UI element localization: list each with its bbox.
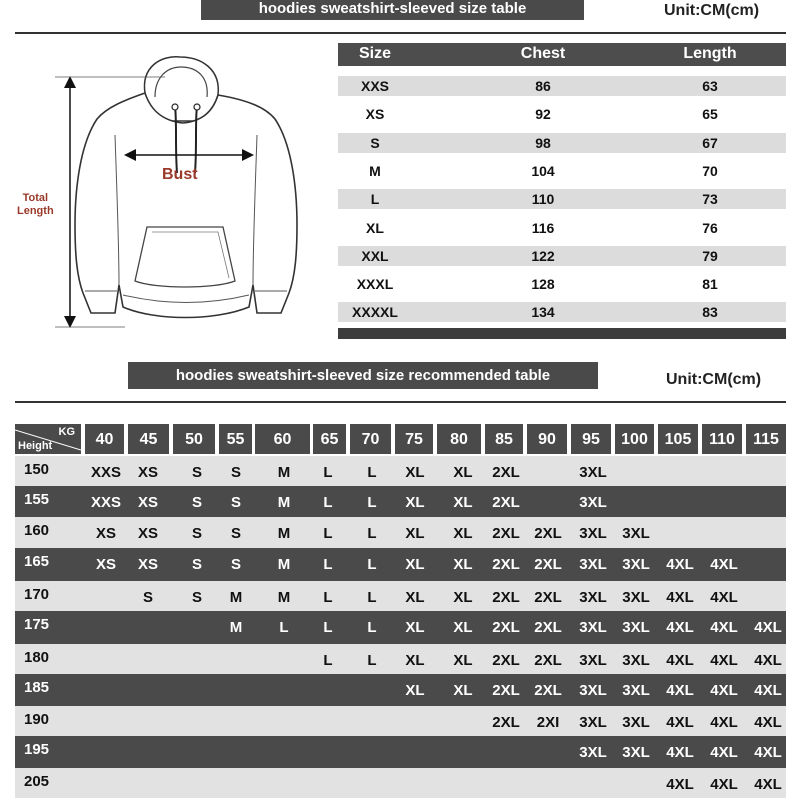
size-recommendation-cell: 3XL bbox=[622, 682, 650, 699]
height-cell: 155 bbox=[24, 491, 50, 508]
size-cell: S bbox=[370, 134, 380, 151]
chest-cell: 122 bbox=[531, 247, 555, 264]
size-recommendation-cell: XS bbox=[95, 525, 117, 542]
length-cell: 65 bbox=[702, 106, 718, 123]
chest-cell: 110 bbox=[531, 191, 555, 208]
size-recommendation-cell: XL bbox=[405, 652, 425, 669]
rec-table-row bbox=[15, 611, 786, 644]
weight-header: 105 bbox=[658, 424, 698, 454]
size-cell: XXXXL bbox=[352, 304, 398, 321]
size-recommendation-cell: XL bbox=[453, 464, 473, 481]
size-recommendation-cell: 3XL bbox=[622, 652, 650, 669]
size-recommendation-cell: S bbox=[142, 589, 154, 606]
total-length-label-1: Total bbox=[22, 192, 49, 204]
size-cell: XXXL bbox=[356, 276, 394, 293]
size-recommendation-cell: 3XL bbox=[579, 652, 607, 669]
length-cell: 76 bbox=[702, 219, 718, 236]
rec-table-row bbox=[15, 456, 786, 486]
size-recommendation-cell: XS bbox=[137, 556, 159, 573]
size-recommendation-cell: 3XL bbox=[622, 744, 650, 761]
chest-cell: 104 bbox=[531, 162, 555, 179]
size-recommendation-cell: S bbox=[230, 556, 242, 573]
rec-table-unit: Unit:CM(cm) bbox=[666, 371, 762, 388]
size-recommendation-cell: 3XL bbox=[622, 714, 650, 731]
size-recommendation-cell: 4XL bbox=[666, 682, 694, 699]
size-table-row bbox=[338, 218, 786, 238]
size-recommendation-cell: L bbox=[323, 464, 333, 481]
size-cell: M bbox=[369, 162, 381, 179]
size-recommendation-cell: 3XL bbox=[579, 494, 607, 511]
chest-cell: 116 bbox=[531, 219, 555, 236]
size-recommendation-cell: 4XL bbox=[710, 682, 738, 699]
weight-header: 90 bbox=[527, 424, 567, 454]
height-cell: 165 bbox=[24, 553, 50, 570]
size-recommendation-cell: 3XL bbox=[579, 589, 607, 606]
weight-header: 40 bbox=[85, 424, 124, 454]
rec-table-row bbox=[15, 548, 786, 581]
size-recommendation-cell: L bbox=[279, 619, 289, 636]
length-cell: 83 bbox=[702, 304, 718, 321]
size-recommendation-cell: S bbox=[230, 494, 242, 511]
size-recommendation-cell: S bbox=[191, 525, 203, 542]
weight-header: 75 bbox=[395, 424, 433, 454]
size-recommendation-cell: 2XL bbox=[534, 589, 562, 606]
size-recommendation-cell: 3XL bbox=[579, 619, 607, 636]
size-recommendation-cell: 2XL bbox=[534, 525, 562, 542]
size-recommendation-cell: XL bbox=[405, 682, 425, 699]
size-recommendation-cell: M bbox=[229, 589, 243, 606]
weight-header: 45 bbox=[128, 424, 169, 454]
size-recommendation-cell: L bbox=[323, 619, 333, 636]
size-recommendation-cell: XL bbox=[405, 589, 425, 606]
size-recommendation-cell: L bbox=[367, 589, 377, 606]
size-recommendation-cell: L bbox=[367, 652, 377, 669]
size-recommendation-cell: 4XL bbox=[710, 652, 738, 669]
size-recommendation-cell: 4XL bbox=[710, 619, 738, 636]
size-recommendation-cell: S bbox=[191, 464, 203, 481]
size-recommendation-cell: XL bbox=[453, 525, 473, 542]
size-cell: XXS bbox=[360, 78, 390, 94]
size-recommendation-cell: XS bbox=[95, 556, 117, 573]
size-recommendation-cell: 3XL bbox=[579, 744, 607, 761]
size-recommendation-cell: 4XL bbox=[754, 619, 782, 636]
size-recommendation-cell: XXS bbox=[90, 464, 122, 481]
size-recommendation-cell: 4XL bbox=[754, 652, 782, 669]
size-recommendation-cell: XL bbox=[453, 556, 473, 573]
size-recommendation-cell: 2XL bbox=[492, 682, 520, 699]
size-recommendation-cell: 4XL bbox=[754, 714, 782, 731]
size-cell: XXL bbox=[361, 247, 389, 264]
total-length-label-2: Length bbox=[17, 205, 54, 217]
size-recommendation-cell: 2XL bbox=[492, 619, 520, 636]
size-recommendation-cell: M bbox=[277, 525, 291, 542]
size-col-header: Size bbox=[358, 45, 392, 62]
size-recommendation-cell: 2XL bbox=[492, 589, 520, 606]
size-recommendation-cell: L bbox=[323, 556, 333, 573]
size-recommendation-cell: 3XL bbox=[579, 525, 607, 542]
size-recommendation-cell: XL bbox=[405, 619, 425, 636]
size-recommendation-cell: 3XL bbox=[579, 556, 607, 573]
height-cell: 160 bbox=[24, 522, 50, 539]
size-recommendation-cell: 3XL bbox=[622, 589, 650, 606]
size-recommendation-cell: 2XL bbox=[492, 494, 520, 511]
rec-table-row bbox=[15, 644, 786, 674]
rec-table-row bbox=[15, 581, 786, 611]
middle-divider bbox=[15, 401, 786, 403]
length-cell: 70 bbox=[702, 162, 718, 179]
size-recommendation-cell: 4XL bbox=[710, 776, 738, 793]
size-recommendation-cell: 4XL bbox=[710, 744, 738, 761]
height-cell: 170 bbox=[24, 586, 50, 603]
corner-kg-label: KG bbox=[58, 426, 75, 438]
length-cell: 81 bbox=[702, 276, 718, 293]
height-cell: 185 bbox=[24, 679, 50, 696]
hoodie-diagram bbox=[15, 45, 335, 335]
size-table-row bbox=[338, 133, 786, 153]
size-recommendation-cell: M bbox=[277, 494, 291, 511]
size-recommendation-cell: L bbox=[367, 556, 377, 573]
weight-header: 100 bbox=[615, 424, 654, 454]
size-recommendation-cell: 3XL bbox=[579, 714, 607, 731]
size-table-row bbox=[338, 302, 786, 322]
size-recommendation-cell: XL bbox=[405, 464, 425, 481]
length-col-header: Length bbox=[683, 45, 737, 62]
rec-table-header bbox=[15, 424, 786, 454]
length-cell: 63 bbox=[702, 78, 718, 94]
size-recommendation-cell: 3XL bbox=[579, 464, 607, 481]
size-recommendation-cell: 4XL bbox=[666, 744, 694, 761]
size-table-row bbox=[338, 246, 786, 266]
size-recommendation-cell: XS bbox=[137, 494, 159, 511]
size-recommendation-cell: XL bbox=[405, 525, 425, 542]
weight-header: 110 bbox=[702, 424, 742, 454]
chest-col-header: Chest bbox=[520, 45, 566, 62]
size-cell: XS bbox=[365, 106, 385, 123]
size-recommendation-cell: L bbox=[323, 494, 333, 511]
size-recommendation-cell: XS bbox=[137, 464, 159, 481]
size-recommendation-cell: L bbox=[323, 652, 333, 669]
top-divider bbox=[15, 32, 786, 34]
weight-header: 50 bbox=[173, 424, 215, 454]
size-recommendation-cell: 4XL bbox=[710, 714, 738, 731]
chest-cell: 98 bbox=[535, 134, 551, 151]
size-recommendation-cell: XL bbox=[405, 556, 425, 573]
height-cell: 150 bbox=[24, 461, 50, 478]
rec-table-row bbox=[15, 706, 786, 736]
size-recommendation-cell: 4XL bbox=[754, 776, 782, 793]
size-recommendation-cell: 2XL bbox=[492, 464, 520, 481]
size-recommendation-cell: S bbox=[191, 589, 203, 606]
size-recommendation-cell: L bbox=[367, 494, 377, 511]
rec-table-row bbox=[15, 674, 786, 706]
size-recommendation-cell: 4XL bbox=[666, 652, 694, 669]
size-recommendation-cell: 4XL bbox=[666, 714, 694, 731]
size-recommendation-cell: 4XL bbox=[666, 776, 694, 793]
length-cell: 79 bbox=[702, 247, 718, 264]
size-table-unit: Unit:CM(cm) bbox=[664, 2, 760, 19]
weight-header: 95 bbox=[571, 424, 611, 454]
weight-header: 60 bbox=[255, 424, 310, 454]
size-recommendation-cell: S bbox=[191, 494, 203, 511]
bust-label: Bust bbox=[162, 166, 198, 183]
chest-cell: 128 bbox=[531, 276, 555, 293]
size-recommendation-cell: 2XL bbox=[492, 556, 520, 573]
size-recommendation-cell: XL bbox=[453, 619, 473, 636]
total-length-label bbox=[17, 192, 54, 218]
size-table-footer bbox=[338, 328, 786, 339]
rec-table-row bbox=[15, 736, 786, 768]
size-recommendation-cell: L bbox=[367, 464, 377, 481]
size-recommendation-cell: 2XL bbox=[492, 652, 520, 669]
size-recommendation-cell: 4XL bbox=[754, 682, 782, 699]
size-recommendation-cell: L bbox=[323, 589, 333, 606]
size-recommendation-cell: M bbox=[229, 619, 243, 636]
length-cell: 73 bbox=[702, 191, 718, 208]
rec-table-title: hoodies sweatshirt-sleeved size recommended table bbox=[128, 362, 598, 389]
chest-cell: 86 bbox=[535, 78, 551, 94]
size-recommendation-cell: M bbox=[277, 589, 291, 606]
weight-header: 70 bbox=[350, 424, 391, 454]
size-recommendation-cell: S bbox=[230, 525, 242, 542]
height-cell: 205 bbox=[24, 773, 50, 790]
size-recommendation-cell: L bbox=[367, 525, 377, 542]
size-table-row bbox=[338, 161, 786, 181]
size-recommendation-cell: 4XL bbox=[666, 589, 694, 606]
weight-header: 80 bbox=[437, 424, 481, 454]
size-recommendation-cell: 4XL bbox=[666, 619, 694, 636]
size-recommendation-cell: 4XL bbox=[710, 556, 738, 573]
size-table-row bbox=[338, 189, 786, 209]
size-recommendation-cell: 4XL bbox=[710, 589, 738, 606]
size-recommendation-cell: 3XL bbox=[622, 619, 650, 636]
size-recommendation-cell: XL bbox=[405, 494, 425, 511]
chest-cell: 134 bbox=[531, 304, 555, 321]
size-recommendation-cell: 4XL bbox=[666, 556, 694, 573]
size-table-row bbox=[338, 104, 786, 124]
size-recommendation-cell: 2XI bbox=[536, 714, 560, 731]
rec-table-row bbox=[15, 768, 786, 798]
size-recommendation-cell: XS bbox=[137, 525, 159, 542]
weight-header: 55 bbox=[219, 424, 252, 454]
size-recommendation-cell: 2XL bbox=[534, 619, 562, 636]
weight-header: 65 bbox=[313, 424, 346, 454]
height-cell: 180 bbox=[24, 649, 50, 666]
rec-table-row bbox=[15, 517, 786, 548]
size-recommendation-cell: L bbox=[323, 525, 333, 542]
height-cell: 175 bbox=[24, 616, 50, 633]
weight-header: 85 bbox=[485, 424, 523, 454]
size-recommendation-cell: XL bbox=[453, 682, 473, 699]
chest-cell: 92 bbox=[535, 106, 551, 123]
size-recommendation-cell: M bbox=[277, 556, 291, 573]
corner-height-label: Height bbox=[18, 440, 53, 452]
size-recommendation-cell: 2XL bbox=[492, 714, 520, 731]
size-recommendation-cell: XL bbox=[453, 652, 473, 669]
weight-header: 115 bbox=[746, 424, 786, 454]
size-recommendation-cell: XL bbox=[453, 589, 473, 606]
size-recommendation-cell: 2XL bbox=[534, 682, 562, 699]
size-recommendation-cell: M bbox=[277, 464, 291, 481]
size-recommendation-cell: L bbox=[367, 619, 377, 636]
size-recommendation-cell: 4XL bbox=[754, 744, 782, 761]
size-cell: L bbox=[370, 191, 380, 208]
size-recommendation-cell: 3XL bbox=[579, 682, 607, 699]
size-recommendation-cell: 3XL bbox=[622, 525, 650, 542]
size-recommendation-cell: 3XL bbox=[622, 556, 650, 573]
size-recommendation-cell: XL bbox=[453, 494, 473, 511]
size-table-title: hoodies sweatshirt-sleeved size table bbox=[201, 0, 584, 20]
rec-table-row bbox=[15, 486, 786, 517]
size-recommendation-cell: S bbox=[230, 464, 242, 481]
size-recommendation-cell: S bbox=[191, 556, 203, 573]
size-recommendation-cell: 2XL bbox=[534, 652, 562, 669]
height-cell: 195 bbox=[24, 741, 50, 758]
length-cell: 67 bbox=[702, 134, 718, 151]
size-recommendation-cell: 2XL bbox=[492, 525, 520, 542]
size-table-row bbox=[338, 274, 786, 294]
size-recommendation-cell: 2XL bbox=[534, 556, 562, 573]
size-table-row bbox=[338, 76, 786, 96]
rec-table-corner bbox=[15, 424, 81, 454]
size-table-header bbox=[338, 43, 786, 66]
size-recommendation-cell: XXS bbox=[90, 494, 122, 511]
height-cell: 190 bbox=[24, 711, 50, 728]
size-cell: XL bbox=[366, 219, 384, 236]
